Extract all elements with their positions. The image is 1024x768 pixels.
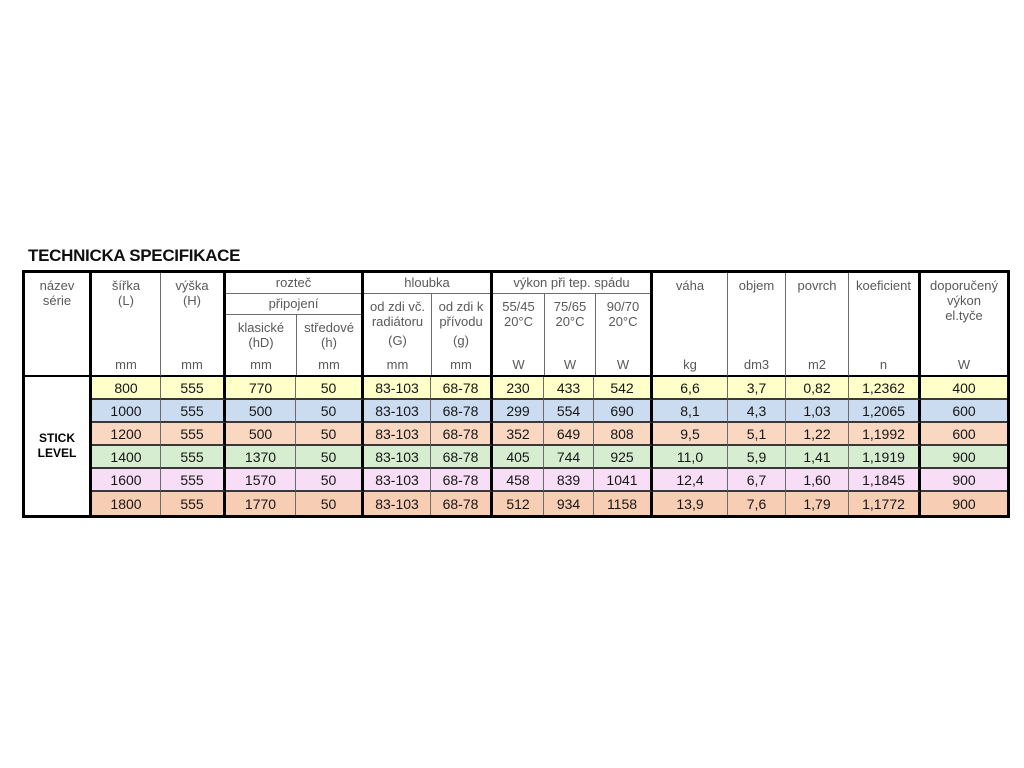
table-cell: 1770	[226, 492, 296, 515]
group-title: hloubka	[364, 273, 490, 294]
table-cell: 500	[226, 423, 296, 446]
unit-label: mm	[450, 357, 472, 372]
table-cell: 5,1	[728, 423, 786, 446]
table-cell: 4,3	[728, 400, 786, 423]
table-cell: 8,1	[653, 400, 728, 423]
table-cell: 555	[161, 446, 226, 469]
table-cell: 83-103	[364, 377, 431, 400]
column-header-stredove	[297, 315, 361, 375]
table-cell: 649	[544, 423, 594, 446]
table-cell: 68-78	[431, 377, 493, 400]
table-cell: 1,60	[786, 469, 849, 492]
series-name-cell: STICK LEVEL	[25, 377, 92, 515]
header-label: (H)	[182, 293, 202, 308]
table-cell: 50	[296, 469, 364, 492]
table-cell: 1370	[226, 446, 296, 469]
table-cell: 542	[594, 377, 653, 400]
header-label: výkon	[947, 293, 981, 308]
header-label: (hD)	[248, 335, 274, 350]
table-cell: 13,9	[653, 492, 728, 515]
column-header-75-65	[545, 294, 596, 375]
table-cell: 433	[544, 377, 594, 400]
unit-label: W	[512, 357, 525, 372]
column-header-objem	[728, 273, 786, 377]
header-label: (G)	[388, 333, 407, 348]
header-label: doporučený	[930, 278, 998, 293]
unit-label: m2	[807, 357, 827, 372]
table-cell: 1158	[594, 492, 653, 515]
table-cell: 1570	[226, 469, 296, 492]
table-cell: 1800	[92, 492, 161, 515]
column-header-nazev-serie	[25, 273, 92, 377]
column-header-koeficient	[849, 273, 921, 377]
table-cell: 1,2065	[849, 400, 921, 423]
table-cell: 900	[921, 492, 1007, 515]
unit-label: W	[616, 357, 630, 372]
column-header-doporuceny-vykon	[921, 273, 1007, 377]
table-cell: 7,6	[728, 492, 786, 515]
header-label: povrch	[797, 278, 837, 293]
column-header-od-zdi-vc-radiatoru	[364, 294, 432, 375]
table-cell: 11,0	[653, 446, 728, 469]
table-cell: 600	[921, 400, 1007, 423]
header-label: klasické	[237, 320, 285, 335]
table-cell: 555	[161, 400, 226, 423]
unit-label: W	[957, 357, 971, 372]
table-cell: 68-78	[431, 423, 493, 446]
table-cell: 1400	[92, 446, 161, 469]
table-cell: 934	[544, 492, 594, 515]
table-cell: 839	[544, 469, 594, 492]
column-header-vyska	[161, 273, 226, 377]
group-title: výkon při tep. spádu	[493, 273, 650, 294]
header-label: 55/45	[502, 299, 535, 314]
unit-label: dm3	[743, 357, 770, 372]
table-cell: 1,2362	[849, 377, 921, 400]
table-cell: 555	[161, 469, 226, 492]
page-title: TECHNICKA SPECIFIKACE	[28, 246, 241, 265]
unit-label: mm	[115, 357, 137, 372]
header-label: váha	[675, 278, 705, 293]
column-group-hloubka	[364, 273, 493, 377]
header-label: název	[39, 278, 75, 293]
header-label: od zdi vč.	[370, 299, 425, 314]
unit-label: mm	[181, 357, 203, 372]
header-label: šířka	[111, 278, 141, 293]
table-cell: 800	[92, 377, 161, 400]
table-cell: 50	[296, 423, 364, 446]
unit-label: kg	[683, 357, 697, 372]
table-cell: 83-103	[364, 492, 431, 515]
table-cell: 555	[161, 377, 226, 400]
table-cell: 9,5	[653, 423, 728, 446]
table-cell: 352	[493, 423, 544, 446]
table-cell: 68-78	[431, 446, 493, 469]
header-label: výška	[175, 278, 209, 293]
table-cell: 808	[594, 423, 653, 446]
table-cell: 6,6	[653, 377, 728, 400]
table-cell: 1,1845	[849, 469, 921, 492]
table-cell: 400	[921, 377, 1007, 400]
header-label: 20°C	[555, 314, 585, 329]
header-label: koeficient	[856, 278, 911, 293]
spec-table	[22, 270, 1010, 518]
table-cell: 68-78	[431, 492, 493, 515]
unit-label: mm	[318, 357, 340, 372]
table-cell: 5,9	[728, 446, 786, 469]
column-header-od-zdi-k-privodu	[432, 294, 490, 375]
header-label: 20°C	[503, 314, 534, 329]
table-cell: 50	[296, 400, 364, 423]
table-cell: 690	[594, 400, 653, 423]
header-label: objem	[738, 278, 775, 293]
table-cell: 1600	[92, 469, 161, 492]
unit-label: mm	[250, 357, 272, 372]
table-cell: 744	[544, 446, 594, 469]
table-cell: 900	[921, 446, 1007, 469]
column-header-90-70	[596, 294, 650, 375]
table-cell: 1000	[92, 400, 161, 423]
header-label: (L)	[118, 293, 134, 308]
header-label: přívodu	[439, 314, 483, 329]
table-cell: 1,79	[786, 492, 849, 515]
column-group-vykon	[493, 273, 653, 377]
table-cell: 1,1772	[849, 492, 921, 515]
header-label: 75/65	[553, 299, 587, 314]
header-label: radiátoru	[371, 314, 424, 329]
table-cell: 1041	[594, 469, 653, 492]
table-cell: 12,4	[653, 469, 728, 492]
table-cell: 1,1919	[849, 446, 921, 469]
table-cell: 68-78	[431, 469, 493, 492]
table-cell: 925	[594, 446, 653, 469]
table-cell: 900	[921, 469, 1007, 492]
table-cell: 555	[161, 492, 226, 515]
unit-label: W	[563, 357, 577, 372]
table-cell: 1,22	[786, 423, 849, 446]
unit-label: n	[879, 357, 888, 372]
column-header-sirka	[92, 273, 161, 377]
group-title: rozteč	[226, 273, 361, 294]
header-label: 90/70	[606, 299, 640, 314]
header-label: 20°C	[608, 314, 638, 329]
table-cell: 600	[921, 423, 1007, 446]
column-header-55-45	[493, 294, 545, 375]
table-cell: 83-103	[364, 423, 431, 446]
table-cell: 555	[161, 423, 226, 446]
column-header-povrch	[786, 273, 849, 377]
table-cell: 1,1992	[849, 423, 921, 446]
header-label: série	[42, 293, 72, 308]
column-header-vaha	[653, 273, 728, 377]
column-header-klasicke	[226, 315, 297, 375]
table-cell: 1,41	[786, 446, 849, 469]
column-group-roztec	[226, 273, 364, 377]
unit-label: mm	[386, 357, 409, 372]
table-cell: 230	[493, 377, 544, 400]
table-cell: 458	[493, 469, 544, 492]
table-cell: 68-78	[431, 400, 493, 423]
header-label: od zdi k	[438, 299, 484, 314]
table-cell: 500	[226, 400, 296, 423]
table-cell: 6,7	[728, 469, 786, 492]
table-cell: 0,82	[786, 377, 849, 400]
header-label: (h)	[321, 335, 337, 350]
table-cell: 83-103	[364, 400, 431, 423]
table-cell: 3,7	[728, 377, 786, 400]
table-cell: 83-103	[364, 446, 431, 469]
table-cell: 1,03	[786, 400, 849, 423]
table-cell: 50	[296, 377, 364, 400]
table-cell: 83-103	[364, 469, 431, 492]
table-cell: 405	[493, 446, 544, 469]
table-cell: 1200	[92, 423, 161, 446]
group-subtitle: připojení	[226, 294, 361, 315]
table-cell: 554	[544, 400, 594, 423]
table-cell: 770	[226, 377, 296, 400]
header-label: el.tyče	[945, 308, 983, 323]
table-cell: 299	[493, 400, 544, 423]
table-cell: 50	[296, 492, 364, 515]
header-label: (g)	[453, 333, 469, 348]
table-cell: 512	[493, 492, 544, 515]
header-label: středové	[304, 320, 354, 335]
table-cell: 50	[296, 446, 364, 469]
